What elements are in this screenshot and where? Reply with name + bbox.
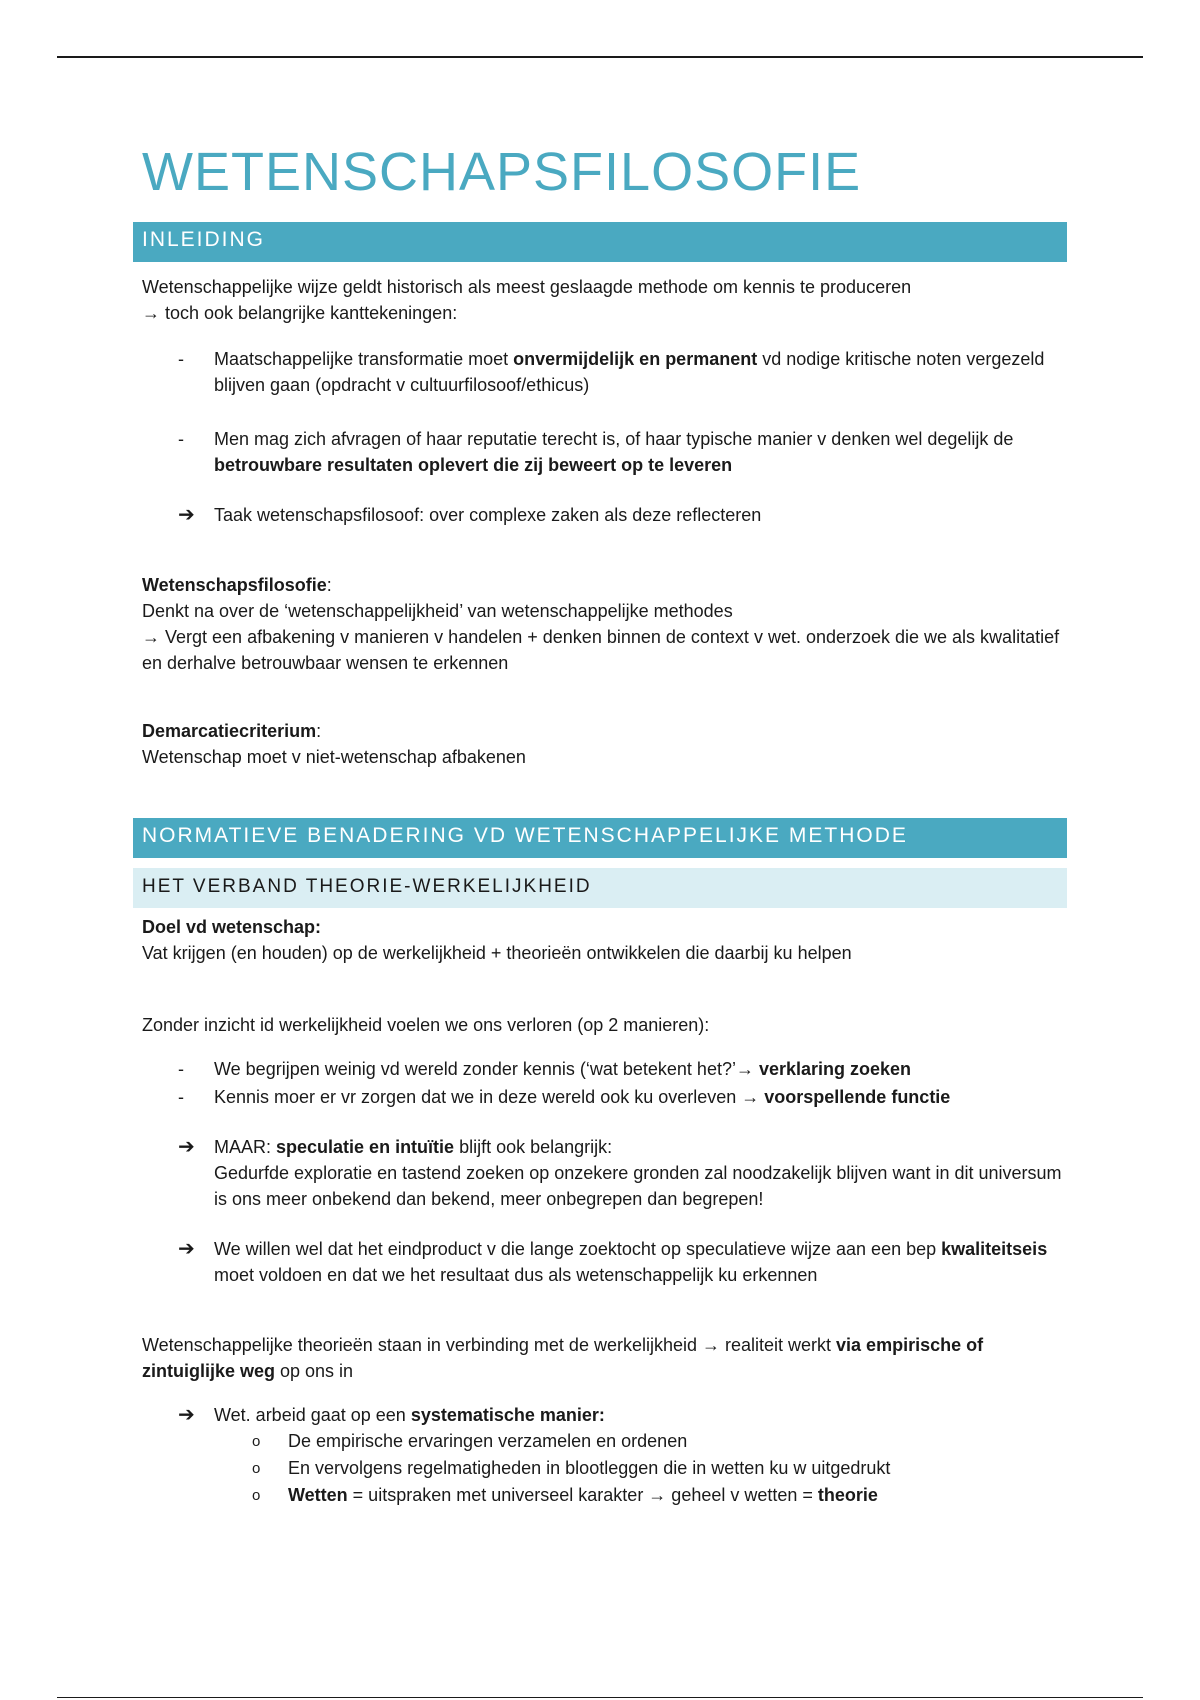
arrow-icon: ➔ [178,504,195,526]
definition-line: Wetenschap moet v niet-wetenschap afbakenen [142,747,526,767]
arrow-icon: ➔ [178,1404,195,1426]
intro-line: → toch ook belangrijke kanttekeningen: [142,303,458,323]
subsection-heading: HET VERBAND THEORIE-WERKELIJKHEID [133,868,1067,908]
arrow-icon: ➔ [178,1136,195,1158]
top-rule [57,56,1143,58]
list-item: - Kennis moer er vr zorgen dat we in deze wereld ook ku overleven → voorspellende functie [142,1084,1062,1110]
term: Doel vd wetenschap: [142,917,322,937]
sub-list-item: o Wetten = uitspraken met universeel karakter → geheel v wetten = theorie [142,1482,1062,1509]
list-item: ➔ MAAR: speculatie en intuïtie blijft ook belangrijk: Gedurfde exploratie en tastend zoeken op onzekere gronden zal noodzakelijk blijven want in dit universum is ons meer onbekend dan bekend, meer onbegrepen dan begrepen! [178,1136,1062,1209]
document-body [142,140,1062,1509]
bullet-marker: - [178,429,184,449]
section-heading-inleiding: INLEIDING [133,222,1067,262]
bullet-marker: - [178,1087,184,1107]
definition-line: Vat krijgen (en houden) op de werkelijkheid + theorieën ontwikkelen die daarbij ku helpen [142,943,852,963]
circle-bullet-icon: o [252,1433,261,1450]
circle-bullet-icon: o [252,1487,261,1504]
bottom-rule [57,1697,1143,1698]
sub-list-item: o En vervolgens regelmatigheden in blootleggen die in wetten ku w uitgedrukt [142,1455,1062,1482]
bullet-marker: - [178,349,184,369]
term: Wetenschapsfilosofie [142,575,327,595]
list-item: - We begrijpen weinig vd wereld zonder kennis (‘wat betekent het?’→ verklaring zoeken [142,1056,1062,1082]
section-heading-normatieve: NORMATIEVE BENADERING VD WETENSCHAPPELIJKE METHODE [133,818,1067,858]
list-item: ➔ Taak wetenschapsfilosoof: over complexe zaken als deze reflecteren [178,504,762,526]
list-item: - Maatschappelijke transformatie moet onvermijdelijk en permanent vd nodige kritische noten vergezeld blijven gaan (opdracht v cultuurfilosoof/ethicus) [142,346,1062,398]
definition-line: Denkt na over de ‘wetenschappelijkheid’ van wetenschappelijke methodes [142,601,733,621]
circle-bullet-icon: o [252,1460,261,1477]
intro-line: Wetenschappelijke wijze geldt historisch als meest geslaagde methode om kennis te produceren [142,277,912,297]
sub-list-item: o De empirische ervaringen verzamelen en ordenen [142,1428,1062,1455]
arrow-icon: ➔ [178,1238,195,1260]
definition-line: → Vergt een afbakening v manieren v handelen + denken binnen de context v wet. onderzoek die we als kwalitatief en derhalve betrouwbaar wensen te erkennen [142,627,1060,673]
bullet-marker: - [178,1059,184,1079]
document-title: WETENSCHAPSFILOSOFIE [142,142,862,202]
definition-block: Wetenschapsfilosofie: [142,575,332,595]
list-item: ➔ We willen wel dat het eindproduct v die lange zoektocht op speculatieve wijze aan een bep kwaliteitseis moet voldoen en dat we het resultaat dus als wetenschappelijk ku erkennen [178,1238,1048,1285]
list-item: ➔ Wet. arbeid gaat op een systematische manier: [178,1404,605,1426]
paragraph: Zonder inzicht id werkelijkheid voelen we ons verloren (op 2 manieren): [142,1015,710,1035]
term: Demarcatiecriterium [142,721,317,741]
definition-block: Demarcatiecriterium: [142,721,322,741]
list-item: - Men mag zich afvragen of haar reputatie terecht is, of haar typische manier v denken wel degelijk de betrouwbare resultaten oplevert die zij beweert op te leveren [142,426,1062,478]
paragraph: Wetenschappelijke theorieën staan in verbinding met de werkelijkheid → realiteit werkt via empirische of zintuiglijke weg op ons in [142,1335,984,1381]
